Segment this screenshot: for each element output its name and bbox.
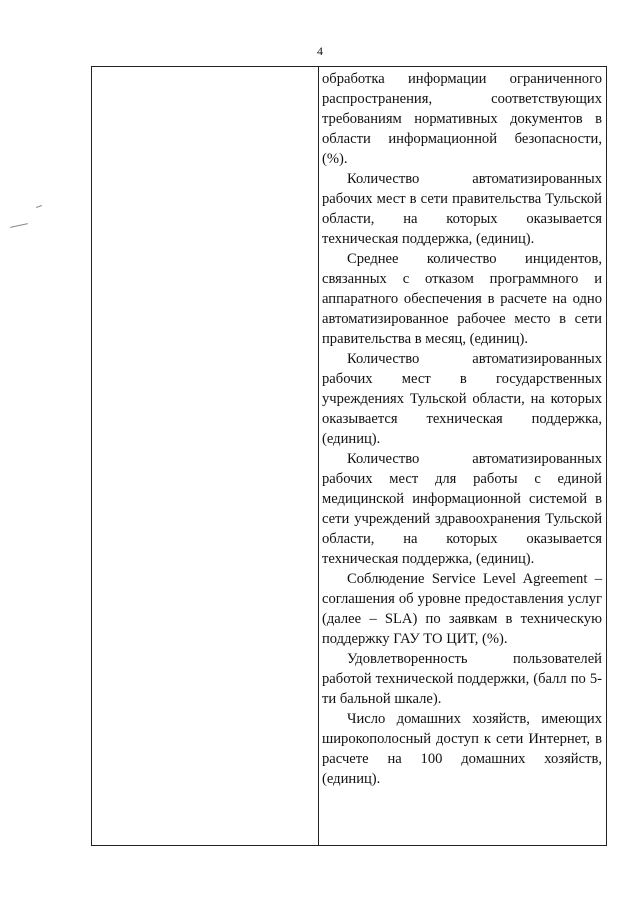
indicator-paragraph: Удовлетворенность пользователей работой технической поддержки, (балл по 5-ти бальной шкале). (322, 651, 602, 707)
indicator-paragraph: Количество автоматизированных рабочих мест в сети правительства Тульской области, на которых оказывается техническая поддержка, (единиц). (322, 171, 602, 247)
document-table (91, 66, 607, 846)
indicator-paragraph: Количество автоматизированных рабочих мест в государственных учреждениях Тульской области, на которых оказывается техническая поддержка, (единиц). (322, 351, 602, 447)
scan-mark (36, 205, 42, 208)
indicator-paragraph: Соблюдение Service Level Agreement – соглашения об уровне предоставления услуг (далее – SLA) по заявкам в техническую поддержку ГАУ ТО ЦИТ, (%). (322, 571, 602, 647)
table-right-cell (322, 69, 602, 789)
indicator-paragraph: Количество автоматизированных рабочих мест для работы с единой медицинской информационной системой в сети учреждений здравоохранения Тульской области, на которых оказывается техническая поддержка, (единиц). (322, 451, 602, 567)
indicator-paragraph: Число домашних хозяйств, имеющих широкополосный доступ к сети Интернет, в расчете на 100 домашних хозяйств, (единиц). (322, 711, 602, 787)
indicator-paragraph: Среднее количество инцидентов, связанных с отказом программного и аппаратного обеспечения в расчете на одно автоматизированное рабочее место в сети правительства в месяц, (единиц). (322, 251, 602, 347)
page-number: 4 (317, 44, 323, 58)
scan-mark (10, 223, 28, 228)
column-divider (318, 67, 319, 845)
indicator-paragraph: обработка информации ограниченного распространения, соответствующих требованиям нормативных документов в области информационной безопасности, (%). (322, 71, 602, 167)
